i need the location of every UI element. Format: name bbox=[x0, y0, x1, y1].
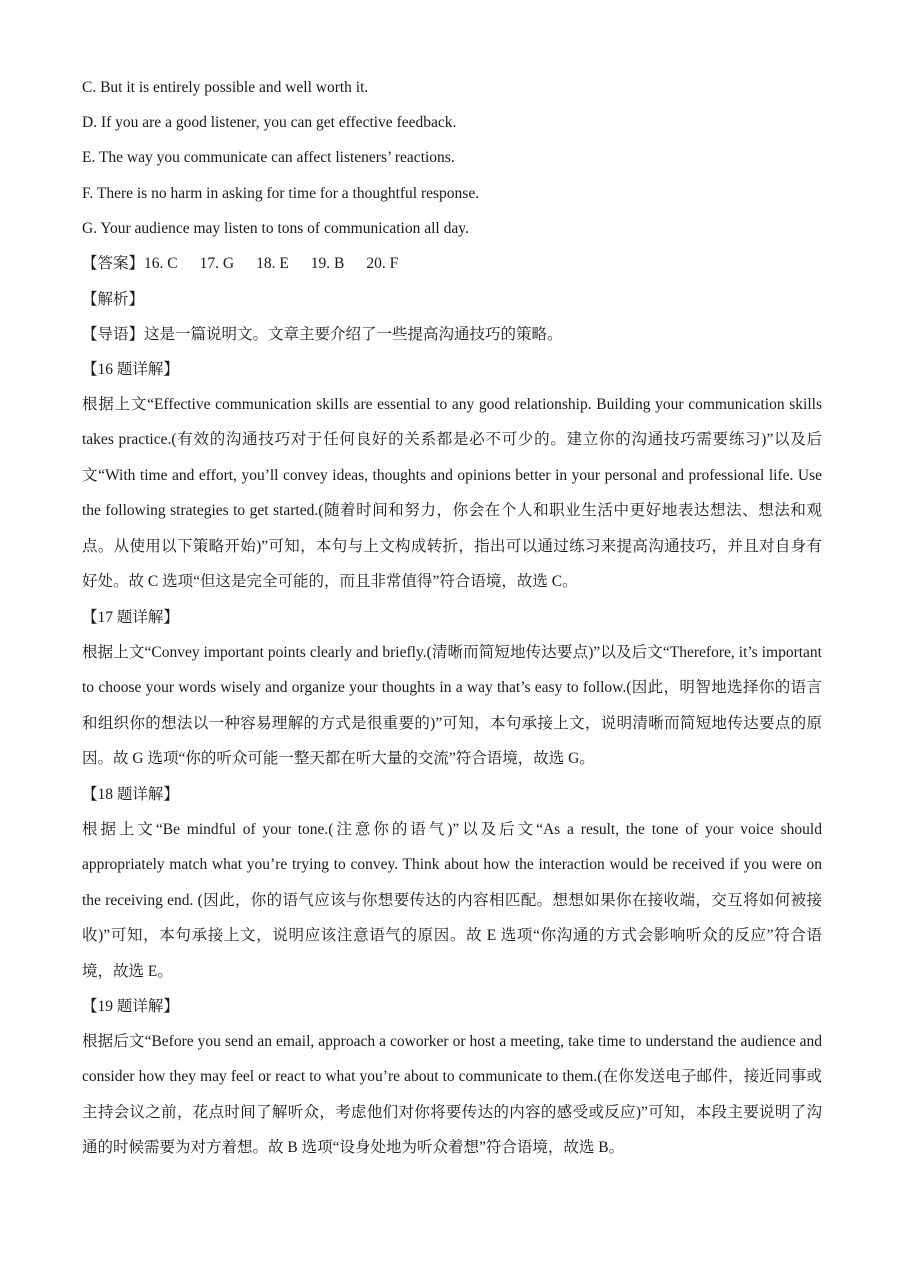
intro-line: 【导语】这是一篇说明文。文章主要介绍了一些提高沟通技巧的策略。 bbox=[82, 326, 563, 343]
option-c: C. But it is entirely possible and well worth it. bbox=[82, 79, 369, 96]
answer-label: 【答案】 bbox=[82, 255, 145, 272]
option-e: E. The way you communicate can affect listeners’ reactions. bbox=[82, 149, 455, 166]
option-g: G. Your audience may listen to tons of communication all day. bbox=[82, 220, 469, 237]
answer-item: 16. C bbox=[144, 255, 178, 272]
section-18-heading: 【18 题详解】 bbox=[82, 786, 179, 803]
section-17-heading: 【17 题详解】 bbox=[82, 609, 179, 626]
answer-item: 17. G bbox=[199, 255, 235, 272]
answer-item: 18. E bbox=[256, 255, 289, 272]
section-18-body: 根据上文“Be mindful of your tone.(注意你的语气)”以及后文“As a result, the tone of your voice should appropriately match what you’re trying to convey. Think about how the interaction would be received if you were on the receiving end. (因此，你的语气应该与你想要传达的内容相匹配。想想如果你在接收端，交互将如何被接收)”可知，本句承接上文，说明应该注意语气的原因。故 E 选项“你沟通的方式会影响听众的反应”符合语境，故选 E。 bbox=[82, 821, 822, 980]
option-d: D. If you are a good listener, you can get effective feedback. bbox=[82, 114, 457, 131]
section-19-body: 根据后文“Before you send an email, approach a coworker or host a meeting, take time to understand the audience and consider how they may feel or react to what you’re about to communicate to them.(在你发送电子邮件，接近同事或主持会议之前，花点时间了解听众，考虑他们对你将要传达的内容的感受或反应)”可知，本段主要说明了沟通的时候需要为对方着想。故 B 选项“设身处地为听众着想”符合语境，故选 B。 bbox=[82, 1033, 822, 1157]
section-16-body: 根据上文“Effective communication skills are essential to any good relationship. Building your communication skills takes practice.(有效的沟通技巧对于任何良好的关系都是必不可少的。建立你的沟通技巧需要练习)”以及后文“With time and effort, you’ll convey ideas, thoughts and opinions better in your personal and professional life. Use the following strategies to get started.(随着时间和努力，你会在个人和职业生活中更好地表达想法、想法和观点。从使用以下策略开始)”可知，本句与上文构成转折，指出可以通过练习来提高沟通技巧，并且对自身有好处。故 C 选项“但这是完全可能的，而且非常值得”符合语境，故选 C。 bbox=[82, 396, 822, 591]
section-17-body: 根据上文“Convey important points clearly and briefly.(清晰而简短地传达要点)”以及后文“Therefore, it’s important to choose your words wisely and organize your thoughts in a way that’s easy to follow.(因此，明智地选择你的语言和组织你的想法以一种容易理解的方式是很重要的)”可知，本句承接上文，说明清晰而简短地传达要点的原因。故 G 选项“你的听众可能一整天都在听大量的交流”符合语境，故选 G。 bbox=[82, 644, 822, 768]
analysis-label: 【解析】 bbox=[82, 291, 145, 308]
answer-item: 19. B bbox=[310, 255, 345, 272]
section-16-heading: 【16 题详解】 bbox=[82, 361, 179, 378]
answer-item: 20. F bbox=[366, 255, 399, 272]
answer-line bbox=[82, 254, 822, 274]
section-19-heading: 【19 题详解】 bbox=[82, 998, 179, 1015]
option-f: F. There is no harm in asking for time for a thoughtful response. bbox=[82, 185, 480, 202]
